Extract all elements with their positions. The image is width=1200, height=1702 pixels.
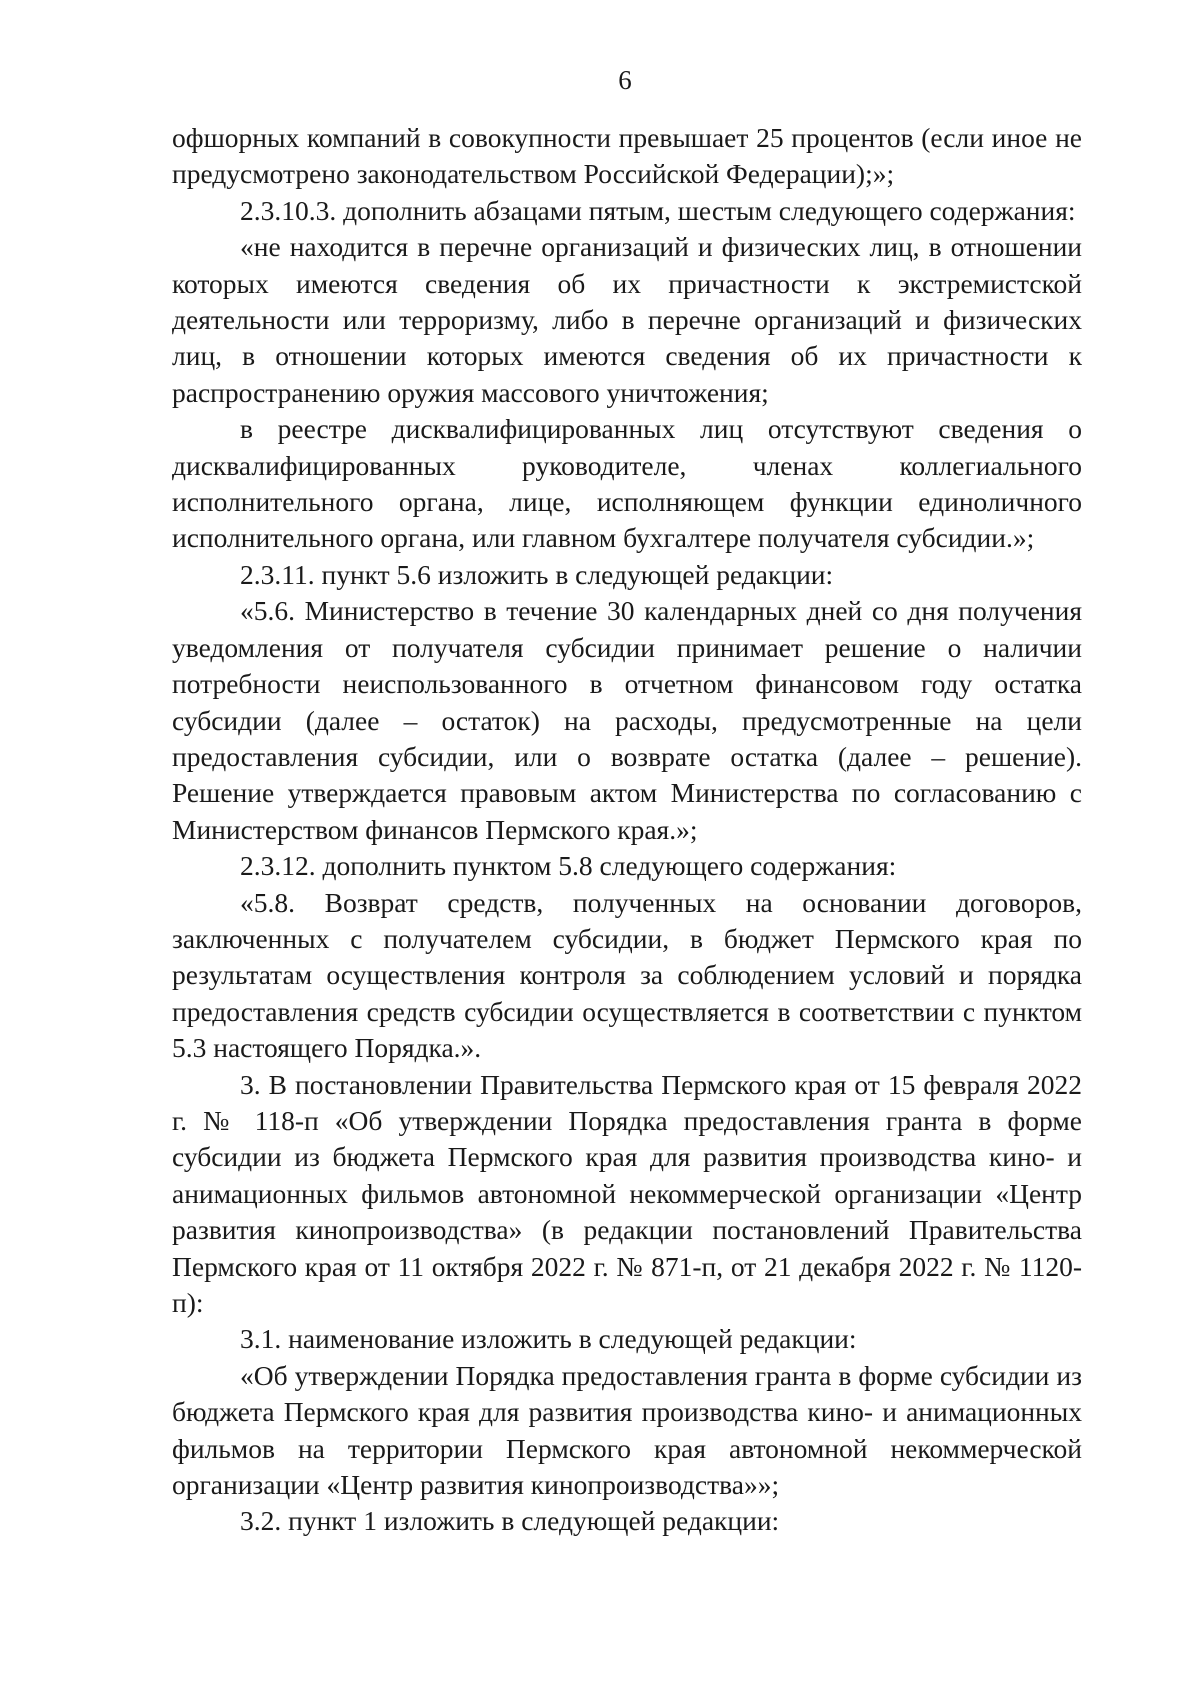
paragraph-new-title: «Об утверждении Порядка предоставления гранта в форме субсидии из бюджета Пермского края для развития производства кино- и анимационных фильмов на территории Пермского края автономной некоммерческой организации «Центр развития кинопроизводства»»; <box>172 1359 1082 1501</box>
paragraph-2-3-10-3: 2.3.10.3. дополнить абзацами пятым, шестым следующего содержания: <box>240 194 1076 226</box>
paragraph-2-3-11: 2.3.11. пункт 5.6 изложить в следующей редакции: <box>240 558 834 590</box>
paragraph-5-8: «5.8. Возврат средств, полученных на основании договоров, заключенных с получателем субсидии, в бюджет Пермского края по результатам осуществления контроля за соблюдением условий и порядка предоставления средств субсидии осуществляется в соответствии с пунктом 5.3 настоящего Порядка.». <box>172 886 1082 1064</box>
paragraph-disqualified-registry: в реестре дисквалифицированных лиц отсутствуют сведения о дисквалифицированных руководителе, членах коллегиального исполнительного органа, лице, исполняющем функции единоличного исполнительного органа, или главном бухгалтере получателя субсидии.»; <box>172 413 1082 554</box>
page-number: 6 <box>618 65 632 95</box>
paragraph-3-resolution: 3. В постановлении Правительства Пермского края от 15 февраля 2022 г. № 118-п «Об утверждении Порядка предоставления гранта в форме субсидии из бюджета Пермского края для развития производства кино- и анимационных фильмов автономной некоммерческой организации «Центр развития кинопроизводства» (в редакции постановлений Правительства Пермского края от 11 октября 2022 г. № 871-п, от 21 декабря 2022 г. № 1120-п): <box>172 1068 1082 1318</box>
paragraph-3-2: 3.2. пункт 1 изложить в следующей редакции: <box>240 1505 780 1537</box>
document-body <box>172 120 1082 1540</box>
paragraph-5-6: «5.6. Министерство в течение 30 календарных дней со дня получения уведомления от получателя субсидии принимает решение о наличии потребности неиспользованного в отчетном финансовом году остатка субсидии (далее – остаток) на расходы, предусмотренные на цели предоставления субсидии, или о возврате остатка (далее – решение). Решение утверждается правовым актом Министерства по согласованию с Министерством финансов Пермского края.»; <box>172 595 1082 845</box>
paragraph-2-3-12: 2.3.12. дополнить пунктом 5.8 следующего содержания: <box>240 850 897 882</box>
paragraph-offshore: офшорных компаний в совокупности превышает 25 процентов (если иное не предусмотрено законодательством Российской Федерации);»; <box>172 122 1082 190</box>
paragraph-extremism-list: «не находится в перечне организаций и физических лиц, в отношении которых имеются сведения об их причастности к экстремистской деятельности или терроризму, либо в перечне организаций и физических лиц, в отношении которых имеются сведения об их причастности к распространению оружия массового уничтожения; <box>172 231 1082 408</box>
paragraph-3-1: 3.1. наименование изложить в следующей редакции: <box>240 1323 857 1355</box>
